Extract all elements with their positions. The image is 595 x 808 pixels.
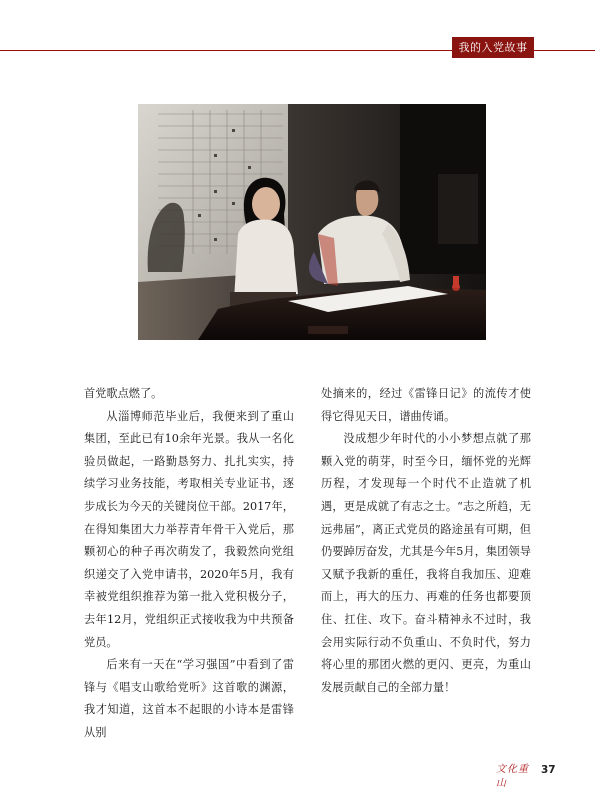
paragraph: 首党歌点燃了。 <box>84 387 163 400</box>
paragraph: 处摘来的，经过《雷锋日记》的流传才使得它得见天日，谱曲传诵。 <box>321 387 531 423</box>
paragraph: 后来有一天在“学习强国”中看到了雷锋与《唱支山歌给党听》这首歌的渊源，我才知道，这首本不起眼的小诗本是雷锋从别 <box>84 658 294 739</box>
photo-two-people-writing-icon <box>138 104 486 340</box>
article-column-left <box>84 383 294 745</box>
article-photo <box>138 104 486 340</box>
page-number: 37 <box>541 764 556 776</box>
paragraph: 没成想少年时代的小小梦想点就了那颗入党的萌芽，时至今日，缅怀党的光辉历程，才发现每一个时代不止造就了机遇，更是成就了有志之士。“志之所趋，无远弗届”，离正式党员的路途虽有可期，但仍要踔厉奋发，尤其是今年5月，集团领导又赋予我新的重任，我将自我加压、迎难而上，再大的压力、再难的任务也都要顶住、扛住、攻下。奋斗精神永不过时，我会用实际行动不负重山、不负时代，努力将心里的那团火燃的更闪、更亮，为重山发展贡献自己的全部力量！ <box>321 432 531 694</box>
paragraph: 从淄博师范毕业后，我便来到了重山集团，至此已有10余年光景。我从一名化验员做起，一路勤恳努力、扎扎实实，持续学习业务技能，考取相关专业证书，逐步成长为今天的关键岗位干部。2017年，在得知集团大力举荐青年骨干入党后，那颗初心的种子再次萌发了，我毅然向党组织递交了入党申请书，2020年5月，我有幸被党组织推荐为第一批入党积极分子， 去年12月，党组织正式接收我为中共预备党员。 <box>84 409 294 649</box>
article-column-right <box>321 383 531 699</box>
section-tag: 我的入党故事 <box>452 37 534 58</box>
magazine-logo: 文化重山 <box>496 764 529 789</box>
